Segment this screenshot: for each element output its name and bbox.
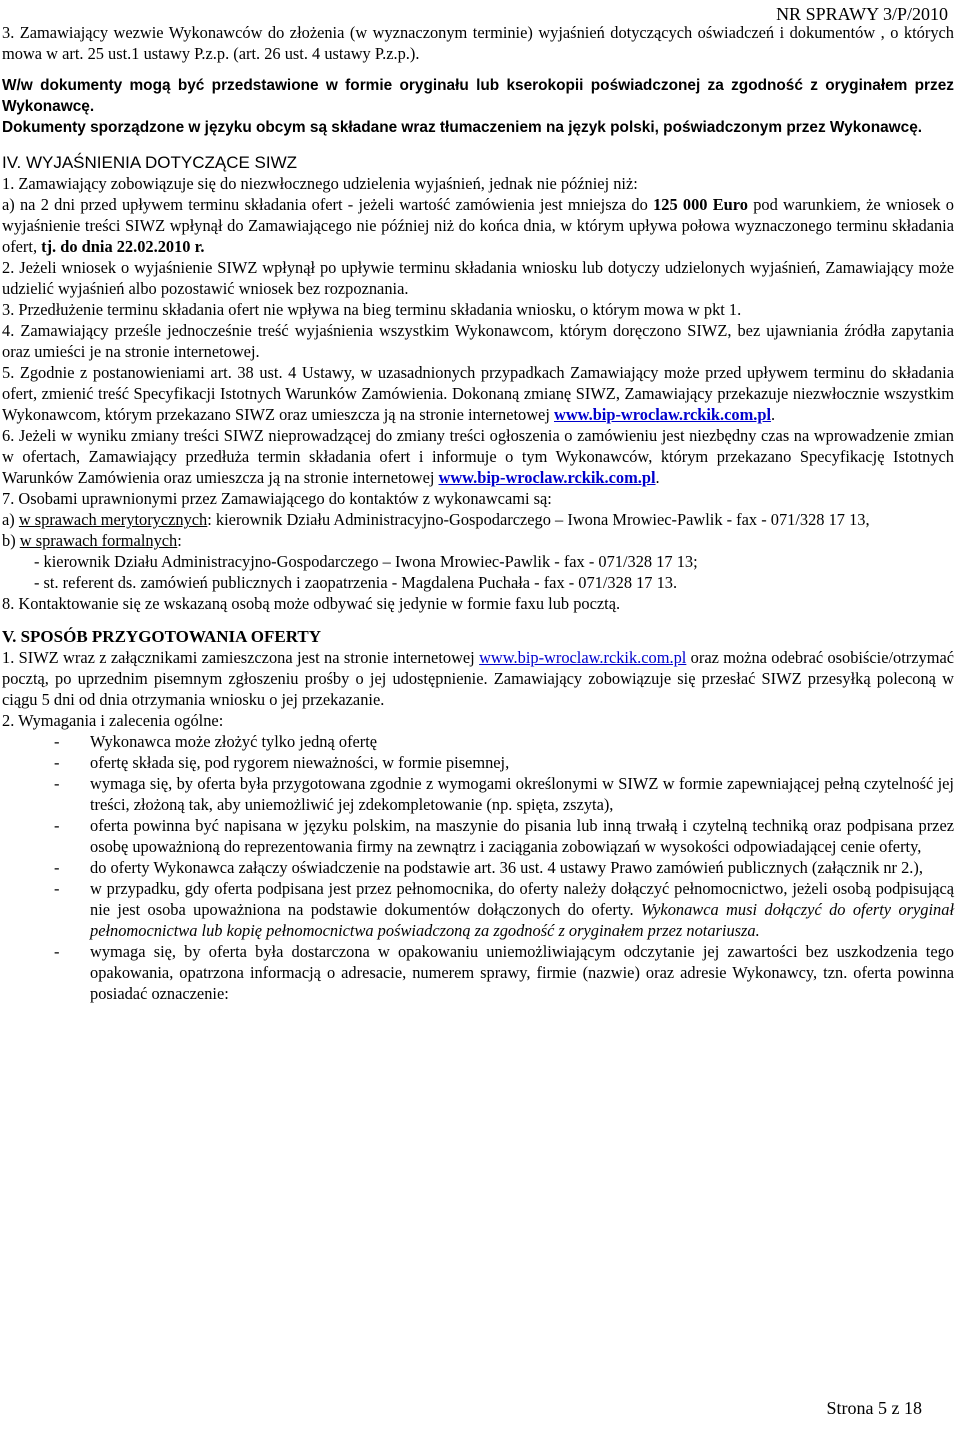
section3-bold-note-2: Dokumenty sporządzone w języku obcym są składane wraz tłumaczeniem na język polski, poświadczonym przez Wykonawcę. [2, 119, 923, 136]
section4-point1: 1. Zamawiający zobowiązuje się do niezwłocznego udzielenia wyjaśnień, jednak nie później niż: [2, 174, 638, 193]
section4-point8: 8. Kontaktowanie się ze wskazaną osobą może odbywać się jedynie w formie faxu lub pocztą. [2, 594, 621, 613]
page-number: Strona 5 z 18 [826, 1398, 922, 1418]
section4-point7a: a) w sprawach merytorycznych: kierownik Działu Administracyjno-Gospodarczego – Iwona Mrowiec-Pawlik - fax - 071/328 17 13, [2, 510, 870, 529]
list-item: - oferta powinna być napisana w języku polskim, na maszynie do pisania lub inną trwałą i czytelną techniką oraz podpisana przez osobę upoważnioną do reprezentowania firmy na zewnątrz i zaciągania zobowiązań w wysokości odpowiadającej cenie oferty, [54, 816, 954, 856]
list-item: - Wykonawca może złożyć tylko jedną ofertę [54, 732, 378, 751]
bip-link[interactable]: www.bip-wroclaw.rckik.com.pl [438, 468, 656, 487]
section4-point6: 6. Jeżeli w wyniku zmiany treści SIWZ nieprowadzącej do zmiany treści ogłoszenia o zamówieniu jest niezbędny czas na wprowadzenie zmian w ofertach, Zamawiający przedłuża termin składania ofert i informuje o tym Wykonawców, którym przekazano Specyfikację Istotnych Warunków Zamówienia oraz umieszcza ją na stronie internetowej www.bip-wroclaw.rckik.com.pl. [2, 426, 954, 487]
section5-point1: 1. SIWZ wraz z załącznikami zamieszczona jest na stronie internetowej www.bip-wroclaw.rckik.com.pl oraz można odebrać osobiście/otrzymać pocztą, po uprzednim pisemnym zgłoszeniu prośby o jej udostępnienie. Zamawiający zobowiązuje się przesłać SIWZ przesyłką poleconą w ciągu 5 dni od dnia otrzymania wniosku o jej przekazanie. [2, 648, 954, 709]
section4-point4: 4. Zamawiający prześle jednocześnie treść wyjaśnienia wszystkim Wykonawcom, którym doręczono SIWZ, bez ujawniania źródła zapytania oraz umieści je na stronie internetowej. [2, 321, 954, 361]
contact-line-2: - st. referent ds. zamówień publicznych i zaopatrzenia - Magdalena Puchała - fax - 071/328 17 13. [34, 573, 678, 592]
section5-heading: V. SPOSÓB PRZYGOTOWANIA OFERTY [2, 627, 322, 646]
list-item: - do oferty Wykonawca załączy oświadczenie na podstawie art. 36 ust. 4 ustawy Prawo zamówień publicznych (załącznik nr 2.), [54, 858, 923, 877]
case-number-header: NR SPRAWY 3/P/2010 [776, 4, 948, 24]
section4-point1a: a) na 2 dni przed upływem terminu składania ofert - jeżeli wartość zamówienia jest mniejsza do 125 000 Euro pod warunkiem, że wniosek o wyjaśnienie treści SIWZ wpłynął do Zamawiającego nie później niż do końca dnia, w którym upływa połowa wyznaczonego terminu składania ofert, tj. do dnia 22.02.2010 r. [2, 195, 955, 256]
section3-point3: 3. Zamawiający wezwie Wykonawców do złożenia (w wyznaczonym terminie) wyjaśnień dotyczących oświadczeń i dokumentów , o których mowa w art. 25 ust.1 ustawy P.z.p. (art. 26 ust. 4 ustawy P.z.p.). [2, 23, 954, 63]
list-item: - w przypadku, gdy oferta podpisana jest przez pełnomocnika, do oferty należy dołączyć pełnomocnictwo, jeżeli osobą podpisującą nie jest osoba upoważniona na podstawie dokumentów dołączonych do oferty. Wykonawca musi dołączyć do oferty oryginał pełnomocnictwa lub kopię pełnomocnictwa poświadczoną za zgodność z oryginałem przez notariusza. [54, 879, 954, 940]
document-body [2, 22, 954, 1004]
section3-bold-note-1: W/w dokumenty mogą być przedstawione w formie oryginału lub kserokopii poświadczonej za zgodność z oryginałem przez Wykonawcę. [2, 77, 954, 115]
section4-point3: 3. Przedłużenie terminu składania ofert nie wpływa na bieg terminu składania wniosku, o którym mowa w pkt 1. [2, 300, 742, 319]
section5-point2: 2. Wymagania i zalecenia ogólne: [2, 711, 224, 730]
list-item: - ofertę składa się, pod rygorem nieważności, w formie pisemnej, [54, 753, 510, 772]
contact-line-1: - kierownik Działu Administracyjno-Gospodarczego – Iwona Mrowiec-Pawlik - fax - 071/328 17 13; [34, 552, 698, 571]
section4-heading: IV. WYJAŚNIENIA DOTYCZĄCE SIWZ [2, 153, 298, 172]
bip-link[interactable]: www.bip-wroclaw.rckik.com.pl [479, 648, 687, 667]
section4-point7: 7. Osobami uprawnionymi przez Zamawiającego do kontaktów z wykonawcami są: [2, 489, 552, 508]
section4-point5: 5. Zgodnie z postanowieniami art. 38 ust. 4 Ustawy, w uzasadnionych przypadkach Zamawiający może przed upływem terminu do składania ofert, zmienić treść Specyfikacji Istotnych Warunków Zamówienia. Dokonaną zmianę SIWZ, Zamawiający przekazuje niezwłocznie wszystkim Wykonawcom, którym przekazano SIWZ oraz umieszcza ją na stronie internetowej www.bip-wroclaw.rckik.com.pl. [2, 363, 954, 424]
section4-point2: 2. Jeżeli wniosek o wyjaśnienie SIWZ wpłynął po upływie terminu składania wniosku lub dotyczy udzielonych wyjaśnień, Zamawiający może udzielić wyjaśnień albo pozostawić wniosek bez rozpoznania. [2, 258, 954, 298]
section4-point7b: b) w sprawach formalnych: [2, 531, 182, 550]
list-item: - wymaga się, by oferta była przygotowana zgodnie z wymogami określonymi w SIWZ w formie zapewniającej pełną czytelność jej treści, złożoną tak, aby uniemożliwić jej zdekompletowanie (np. spięta, zszyta), [54, 774, 954, 814]
bip-link[interactable]: www.bip-wroclaw.rckik.com.pl [553, 405, 772, 424]
list-item: - wymaga się, by oferta była dostarczona w opakowaniu uniemożliwiającym odczytanie jej zawartości bez uszkodzenia tego opakowania, opatrzona informacją o adresacie, numerem sprawy, firmie (nazwie) oraz adresie Wykonawcy, tzn. oferta powinna posiadać oznaczenie: [54, 942, 954, 1003]
